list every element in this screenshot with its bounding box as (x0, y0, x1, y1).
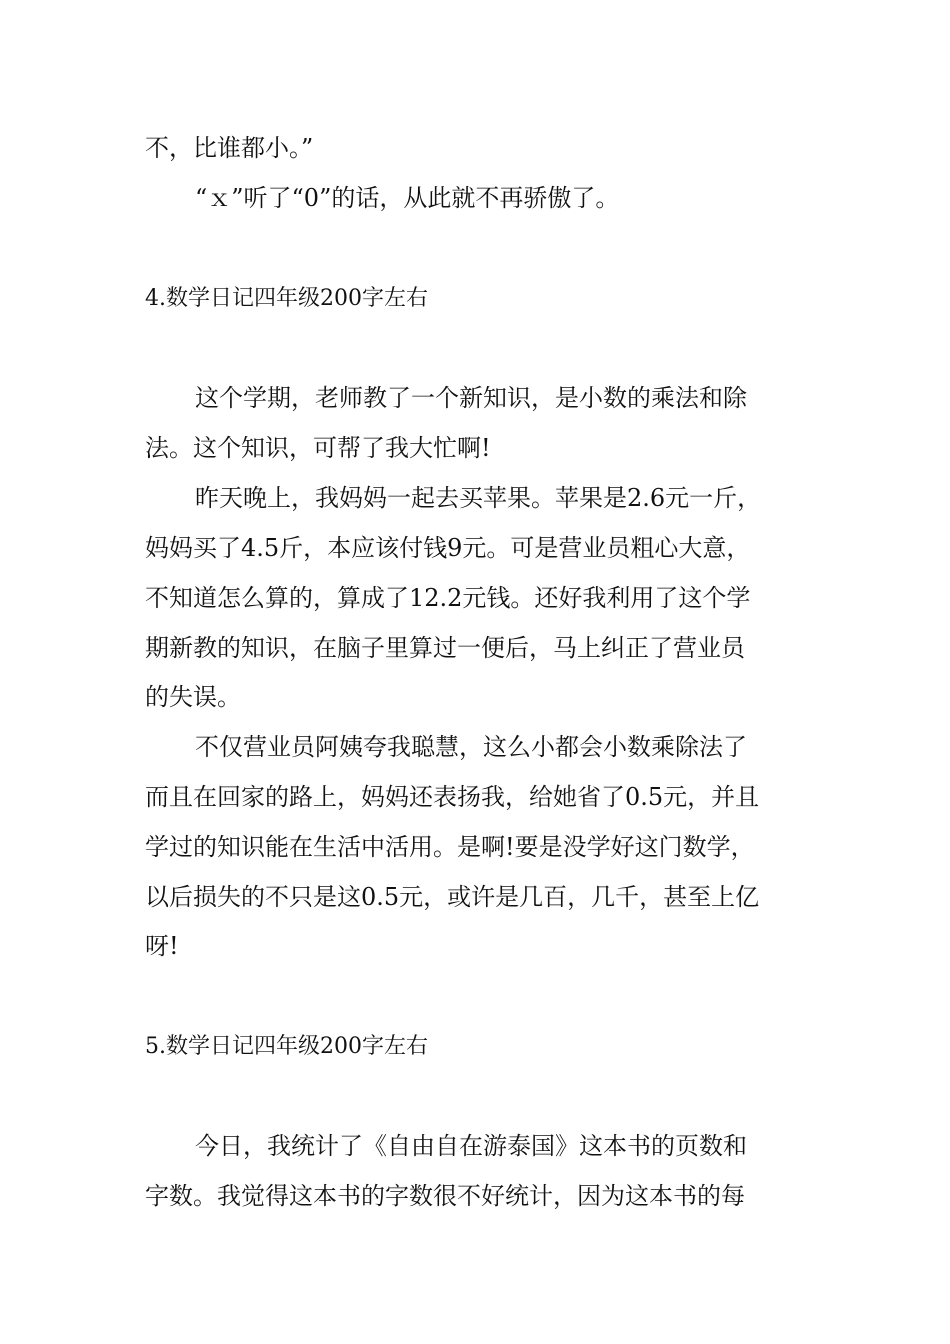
paragraph-line: 不仅营业员阿姨夸我聪慧，这么小都会小数乘除法了 (195, 733, 747, 761)
paragraph-line: 这个学期，老师教了一个新知识，是小数的乘法和除 (195, 384, 747, 412)
paragraph-line: 期新教的知识，在脑子里算过一便后，马上纠正了营业员 (145, 634, 745, 662)
paragraph-line: 以后损失的不只是这0.5元，或许是几百，几千，甚至上亿 (145, 883, 760, 911)
paragraph-line: 今日，我统计了《自由自在游泰国》这本书的页数和 (195, 1132, 747, 1160)
paragraph-line: 妈妈买了4.5斤，本应该付钱9元。可是营业员粗心大意， (145, 534, 751, 562)
paragraph-line: 学过的知识能在生活中活用。是啊!要是没学好这门数学， (145, 833, 755, 861)
paragraph-line: “ｘ”听了“0”的话，从此就不再骄傲了。 (195, 184, 620, 212)
paragraph-line: 昨天晚上，我妈妈一起去买苹果。苹果是2.6元一斤， (195, 484, 762, 512)
paragraph-line: 的失误。 (145, 683, 241, 711)
section-heading: 4.数学日记四年级200字左右 (145, 286, 428, 311)
paragraph-line: 法。这个知识，可帮了我大忙啊! (145, 434, 491, 462)
paragraph-line: 不知道怎么算的，算成了12.2元钱。还好我利用了这个学 (145, 584, 751, 612)
paragraph-line: 而且在回家的路上，妈妈还表扬我，给她省了0.5元，并且 (145, 783, 760, 811)
paragraph-line: 呀! (145, 932, 179, 960)
section-heading: 5.数学日记四年级200字左右 (145, 1034, 428, 1059)
paragraph-line: 字数。我觉得这本书的字数很不好统计，因为这本书的每 (145, 1182, 745, 1210)
paragraph-line: 不，比谁都小。” (145, 134, 314, 162)
